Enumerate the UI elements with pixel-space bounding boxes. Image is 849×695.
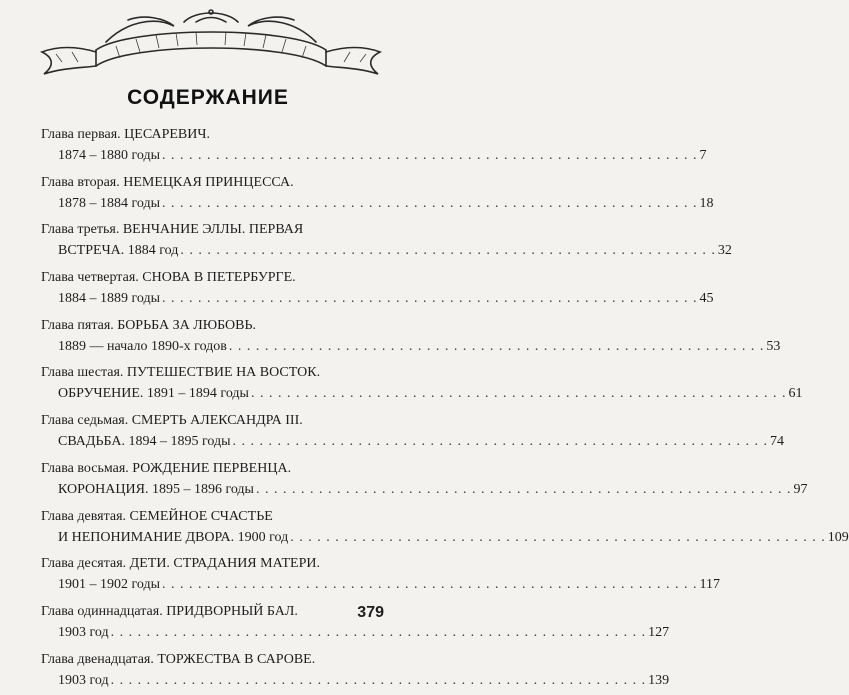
dot-leader: . . . . . . . . . . . . . . . . . . . . . . . . . . . . . . . . . . . . . . . . . . . . . . . . . . . . . . . . . . . .	[250, 386, 787, 402]
chapter-subtitle: 1884 – 1889 годы	[58, 291, 161, 307]
toc-entry	[41, 266, 714, 314]
chapter-title: Глава восьмая. РОЖДЕНИЕ ПЕРВЕНЦА.	[41, 460, 292, 476]
page-number: 53	[766, 338, 781, 354]
chapter-subtitle: 1874 – 1880 годы	[58, 148, 161, 163]
toc-entry	[41, 457, 808, 505]
chapter-title: Глава десятая. ДЕТИ. СТРАДАНИЯ МАТЕРИ.	[41, 556, 320, 572]
page-folio-number: 379	[357, 604, 384, 621]
chapter-subtitle: 1901 – 1902 годы	[58, 577, 161, 593]
dot-leader: . . . . . . . . . . . . . . . . . . . . . . . . . . . . . . . . . . . . . . . . . . . . . . . . . . . . . . . . . . . .	[180, 243, 716, 259]
page-number: 45	[699, 291, 714, 307]
dot-leader: . . . . . . . . . . . . . . . . . . . . . . . . . . . . . . . . . . . . . . . . . . . . . . . . . . . . . . . . . . . .	[162, 195, 698, 211]
chapter-subtitle: ОБРУЧЕНИЕ. 1891 – 1894 годы	[58, 386, 249, 402]
dot-leader: . . . . . . . . . . . . . . . . . . . . . . . . . . . . . . . . . . . . . . . . . . . . . . . . . . . . . . . . . . . .	[162, 577, 698, 593]
toc-entry	[41, 409, 784, 457]
page-number: 61	[788, 386, 803, 402]
chapter-subtitle: 1903 год	[58, 672, 109, 688]
toc-entry	[41, 552, 721, 600]
page-number: 18	[699, 195, 714, 211]
chapter-title: Глава вторая. НЕМЕЦКАЯ ПРИНЦЕССА.	[41, 174, 294, 190]
chapter-subtitle: 1903 год	[58, 624, 109, 640]
chapter-title: Глава седьмая. СМЕРТЬ АЛЕКСАНДРА III.	[41, 413, 303, 429]
toc-entry	[41, 361, 803, 409]
dot-leader: . . . . . . . . . . . . . . . . . . . . . . . . . . . . . . . . . . . . . . . . . . . . . . . . . . . . . . . . . . . .	[162, 148, 698, 163]
chapter-subtitle: И НЕПОНИМАНИЕ ДВОРА. 1900 год	[58, 529, 289, 545]
toc-entry	[41, 218, 732, 266]
dot-leader: . . . . . . . . . . . . . . . . . . . . . . . . . . . . . . . . . . . . . . . . . . . . . . . . . . . . . . . . . . . .	[255, 481, 792, 497]
toc-entry	[41, 648, 670, 695]
chapter-title: Глава третья. ВЕНЧАНИЕ ЭЛЛЫ. ПЕРВАЯ	[41, 222, 304, 238]
chapter-title: Глава пятая. БОРЬБА ЗА ЛЮБОВЬ.	[41, 317, 257, 333]
toc-entry	[41, 314, 781, 362]
dot-leader: . . . . . . . . . . . . . . . . . . . . . . . . . . . . . . . . . . . . . . . . . . . . . . . . . . . . . . . . . . . .	[232, 434, 768, 450]
dot-leader: . . . . . . . . . . . . . . . . . . . . . . . . . . . . . . . . . . . . . . . . . . . . . . . . . . . . . . . . . . . .	[290, 529, 826, 545]
dot-leader: . . . . . . . . . . . . . . . . . . . . . . . . . . . . . . . . . . . . . . . . . . . . . . . . . . . . . . . . . . . .	[228, 338, 765, 354]
chapter-title: Глава первая. ЦЕСАРЕВИЧ.	[41, 127, 210, 142]
chapter-subtitle: 1889 — начало 1890-х годов	[58, 338, 227, 354]
ribbon-banner-ornament	[36, 6, 386, 90]
page-number: 109	[827, 529, 849, 545]
chapter-title: Глава двенадцатая. ТОРЖЕСТВА В САРОВЕ.	[41, 651, 316, 667]
chapter-subtitle: СВАДЬБА. 1894 – 1895 годы	[58, 434, 231, 450]
dot-leader: . . . . . . . . . . . . . . . . . . . . . . . . . . . . . . . . . . . . . . . . . . . . . . . . . . . . . . . . . . . .	[162, 291, 698, 307]
table-of-contents	[41, 123, 849, 695]
toc-entry	[41, 123, 707, 171]
dot-leader: . . . . . . . . . . . . . . . . . . . . . . . . . . . . . . . . . . . . . . . . . . . . . . . . . . . . . . . . . . . .	[110, 672, 647, 688]
page-number: 117	[699, 577, 721, 593]
dot-leader: . . . . . . . . . . . . . . . . . . . . . . . . . . . . . . . . . . . . . . . . . . . . . . . . . . . . . . . . . . . .	[110, 624, 647, 640]
toc-entry	[41, 505, 849, 553]
page-number: 7	[699, 148, 707, 163]
chapter-subtitle: ВСТРЕЧА. 1884 год	[58, 243, 179, 259]
chapter-subtitle: 1878 – 1884 годы	[58, 195, 161, 211]
chapter-title: Глава девятая. СЕМЕЙНОЕ СЧАСТЬЕ	[41, 508, 273, 524]
chapter-subtitle: КОРОНАЦИЯ. 1895 – 1896 годы	[58, 481, 254, 497]
chapter-title: Глава одиннадцатая. ПРИДВОРНЫЙ БАЛ.	[41, 603, 298, 619]
page-number: 97	[793, 481, 808, 497]
page-number: 139	[648, 672, 670, 688]
page-number: 32	[717, 243, 732, 259]
page-number: 127	[648, 624, 670, 640]
chapter-title: Глава шестая. ПУТЕШЕСТВИЕ НА ВОСТОК.	[41, 365, 321, 381]
toc-entry	[41, 171, 714, 219]
page-number: 74	[769, 434, 784, 450]
toc-entry	[41, 600, 670, 648]
page-title: СОДЕРЖАНИЕ	[127, 86, 289, 109]
chapter-title: Глава четвертая. СНОВА В ПЕТЕРБУРГЕ.	[41, 270, 296, 286]
